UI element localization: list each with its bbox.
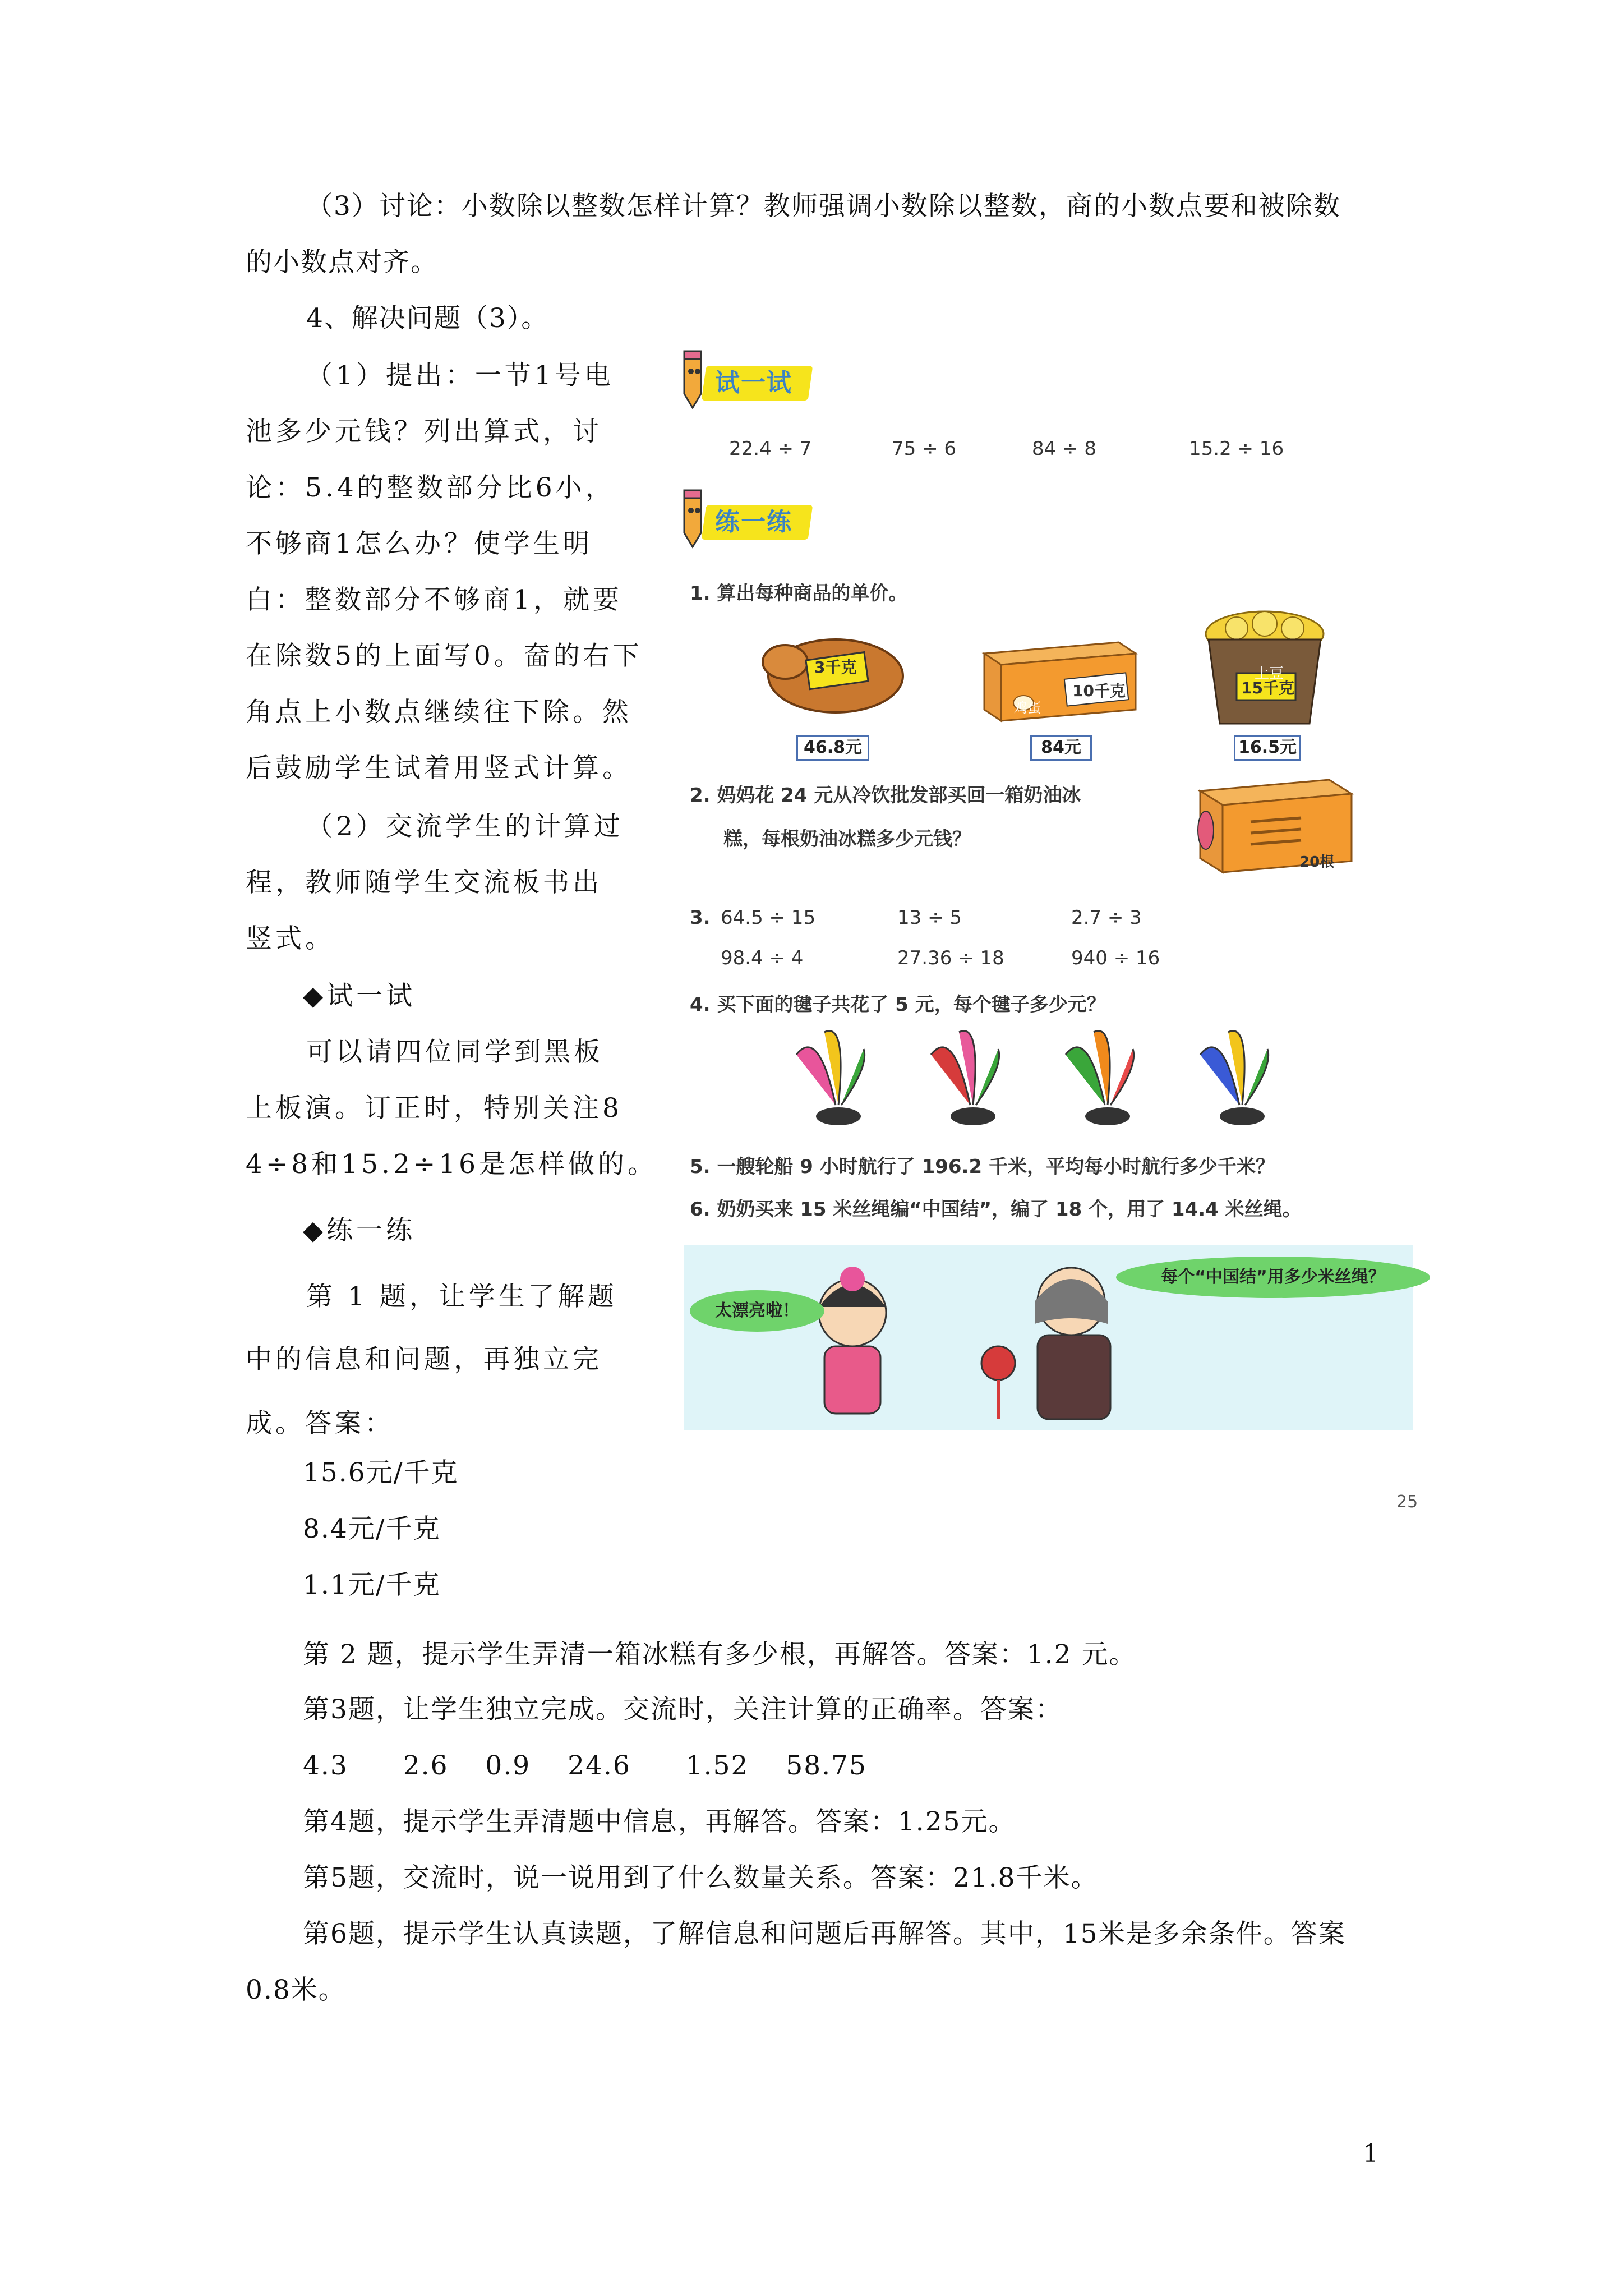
- answer-line: 1.1元/千克: [303, 1570, 441, 1600]
- chicken-tag: 3千克: [814, 658, 857, 677]
- col-line: 角点上小数点继续往下除。然: [246, 697, 632, 728]
- col-line: 后鼓励学生试着用竖式计算。: [246, 753, 632, 784]
- question-2-line2: 糕，每根奶油冰糕多少元钱？: [723, 828, 971, 850]
- egg-tag: 10千克: [1072, 682, 1126, 700]
- bottom-line: 0.8米。: [246, 1975, 346, 2005]
- bottom-line: 第 2 题，提示学生弄清一箱冰糕有多少根，再解答。答案：1.2 元。: [303, 1639, 1137, 1670]
- col-line: 池多少元钱？列出算式，讨: [246, 416, 602, 447]
- col-line: 不够商1怎么办？使学生明: [246, 528, 593, 559]
- chicken-price: 46.8元: [796, 735, 869, 761]
- col-line: 白：整数部分不够商1，就要: [246, 585, 623, 615]
- bottom-line: 第4题，提示学生弄清题中信息，再解答。答案：1.25元。: [303, 1806, 1016, 1837]
- textbook-figure: [673, 348, 1424, 1526]
- practice-header-text: 练一练: [715, 508, 792, 536]
- try-header: [673, 349, 819, 411]
- shuttlecock-1: [796, 1031, 865, 1125]
- col-line: （1）提出：一节1号电: [306, 360, 614, 391]
- speech-bubble-grandma: 每个“中国结”用多少米丝绳？: [1116, 1257, 1430, 1298]
- potato-price: 16.5元: [1234, 735, 1301, 761]
- q3-item: 2.7 ÷ 3: [1071, 907, 1142, 929]
- speech-bubble-girl: 太漂亮啦！: [690, 1290, 824, 1332]
- inner-page-number: 25: [1396, 1492, 1418, 1512]
- col-line: 第 1 题，让学生了解题: [306, 1281, 617, 1312]
- ice-box-label: 20根: [1299, 854, 1335, 871]
- egg-price: 84元: [1030, 735, 1092, 761]
- question-6: 6. 奶奶买来 15 米丝绳编“中国结”，编了 18 个，用了 14.4 米丝绳。: [690, 1198, 1302, 1221]
- shuttlecocks-image: [774, 1021, 1335, 1139]
- col-line: 4÷8和15.2÷16是怎样做的。: [246, 1149, 658, 1180]
- col-line: 竖式。: [246, 923, 335, 954]
- col-line: 论：5.4的整数部分比6小，: [246, 472, 615, 503]
- answer-line: 8.4元/千克: [303, 1513, 441, 1544]
- practice-header: [673, 488, 819, 550]
- question-3-num: 3.: [690, 907, 711, 929]
- col-line: 在除数5的上面写0。奤的右下: [246, 641, 643, 671]
- subheading-try: ◆试一试: [303, 981, 416, 1011]
- potato-label: 土豆: [1255, 665, 1284, 682]
- col-line: （2）交流学生的计算过: [306, 811, 624, 842]
- bottom-line: 第3题，让学生独立完成。交流时，关注计算的正确率。答案：: [303, 1694, 1063, 1725]
- shuttlecock-3: [1066, 1031, 1134, 1125]
- answer-line: 15.6元/千克: [303, 1457, 459, 1488]
- col-line: 程，教师随学生交流板书出: [246, 867, 602, 898]
- col-line: 成。答案：: [246, 1408, 394, 1439]
- egg-box-label: 鸡蛋: [1014, 700, 1041, 716]
- try-item: 84 ÷ 8: [1032, 438, 1096, 460]
- potato-tag: 15千克: [1241, 679, 1294, 697]
- q3-item: 64.5 ÷ 15: [721, 907, 816, 929]
- page-number: 1: [1363, 2139, 1380, 2168]
- try-item: 75 ÷ 6: [892, 438, 956, 460]
- try-item: 22.4 ÷ 7: [729, 438, 812, 460]
- col-line: 中的信息和问题，再独立完: [246, 1344, 602, 1375]
- try-header-text: 试一试: [715, 369, 792, 397]
- q3-item: 98.4 ÷ 4: [721, 947, 804, 969]
- bottom-line: 第5题，交流时，说一说用到了什么数量关系。答案：21.8千米。: [303, 1862, 1099, 1893]
- question-1: 1. 算出每种商品的单价。: [690, 582, 908, 605]
- paragraph-3-line2: 的小数点对齐。: [246, 247, 438, 278]
- q3-item: 27.36 ÷ 18: [897, 947, 1004, 969]
- question-5: 5. 一艘轮船 9 小时航行了 196.2 千米，平均每小时航行多少千米？: [690, 1156, 1275, 1178]
- shuttlecock-4: [1200, 1031, 1269, 1125]
- col-line: 上板演。订正时，特别关注8: [246, 1093, 623, 1124]
- bottom-line: 第6题，提示学生认真读题，了解信息和问题后再解答。其中，15米是多余条件。答案: [303, 1918, 1346, 1949]
- q3-item: 940 ÷ 16: [1071, 947, 1160, 969]
- shuttlecock-2: [931, 1031, 999, 1125]
- q3-item: 13 ÷ 5: [897, 907, 962, 929]
- paragraph-3-line1: （3）讨论：小数除以整数怎样计算？教师强调小数除以整数，商的小数点要和被除数: [306, 191, 1341, 222]
- subheading-practice: ◆练一练: [303, 1215, 416, 1246]
- bottom-line: 4.3 2.6 0.9 24.6 1.52 58.75: [303, 1750, 867, 1781]
- section-4-title: 4、解决问题（3）。: [306, 303, 549, 334]
- col-line: 可以请四位同学到黑板: [306, 1037, 603, 1068]
- question-4: 4. 买下面的毽子共花了 5 元，每个毽子多少元？: [690, 993, 1106, 1016]
- question-2-line1: 2. 妈妈花 24 元从冷饮批发部买回一箱奶油冰: [690, 784, 1081, 807]
- try-item: 15.2 ÷ 16: [1189, 438, 1284, 460]
